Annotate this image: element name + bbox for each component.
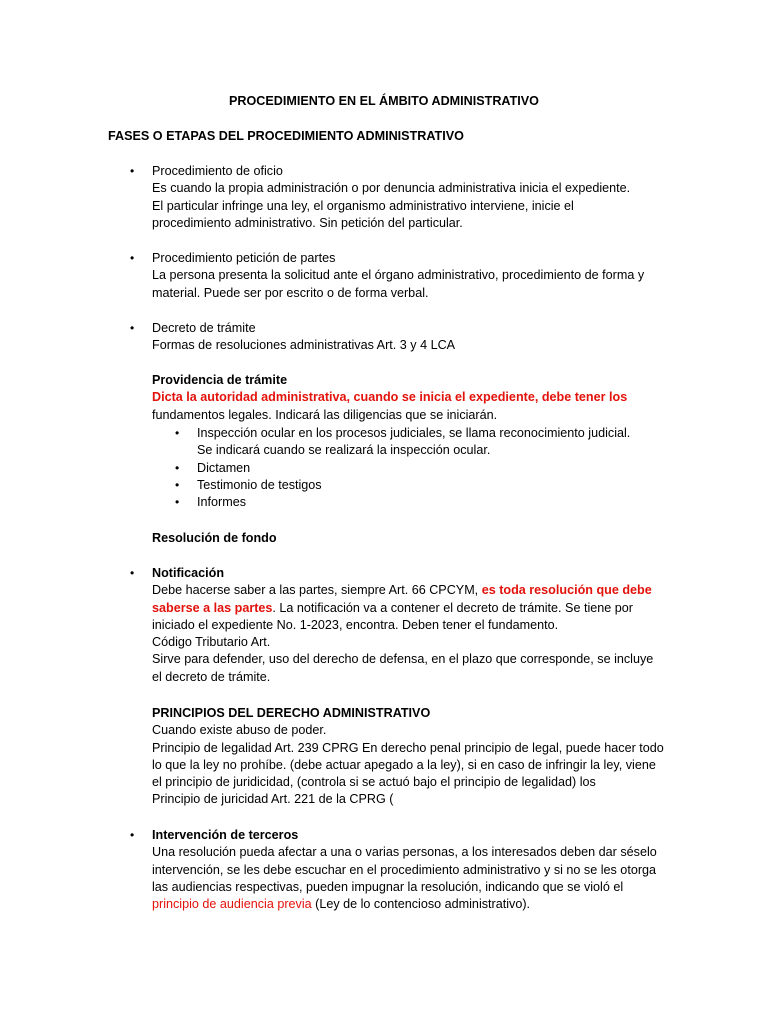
list-item-oficio <box>152 163 630 232</box>
text-line: lo que la ley no prohíbe. (debe actuar apegado a la ley), si en caso de infringir la ley, viene <box>152 757 656 772</box>
bullet-icon: • <box>175 495 180 509</box>
sub-list-item: Informes <box>197 495 246 509</box>
list-item-notificacion <box>152 565 653 686</box>
highlighted-text: es toda resolución que debe <box>481 583 652 598</box>
highlighted-text: saberse a las partes <box>152 600 273 615</box>
principios-section <box>152 705 664 809</box>
item-heading: Resolución de fondo <box>152 531 277 545</box>
text-line: el decreto de trámite. <box>152 669 271 684</box>
bullet-icon: • <box>175 461 180 475</box>
bullet-icon: • <box>130 251 135 265</box>
text-line: el principio de juridicidad, (controla si se actuó bajo el principio de legalidad) los <box>152 775 596 790</box>
text-line <box>152 582 653 599</box>
text-line: intervención, se les debe escuchar en el procedimiento administrativo y si no se les otorga <box>152 862 657 877</box>
text-line: procedimiento administrativo. Sin petición del particular. <box>152 215 463 230</box>
bullet-icon: • <box>130 566 135 580</box>
text-line: Inspección ocular en los procesos judiciales, se llama reconocimiento judicial. <box>197 426 631 440</box>
bullet-icon: • <box>130 321 135 335</box>
sub-list-item: Dictamen <box>197 461 251 475</box>
text-line <box>152 896 657 913</box>
list-item-decreto <box>152 320 455 355</box>
text-line: Principio de legalidad Art. 239 CPRG En derecho penal principio de legal, puede hacer todo <box>152 740 664 755</box>
text-line: La persona presenta la solicitud ante el órgano administrativo, procedimiento de forma y <box>152 268 645 283</box>
highlighted-text: principio de audiencia previa <box>152 897 312 912</box>
highlighted-line: Dicta la autoridad administrativa, cuando se inicia el expediente, debe tener los <box>152 390 628 405</box>
text-run: (Ley de lo contencioso administrativo). <box>311 897 531 912</box>
text-line: Formas de resoluciones administrativas Art. 3 y 4 LCA <box>152 338 456 353</box>
list-item-peticion <box>152 250 644 302</box>
providencia-section <box>152 372 627 424</box>
text-line: Principio de juricidad Art. 221 de la CPRG ( <box>152 792 394 807</box>
item-heading: Intervención de terceros <box>152 828 299 842</box>
text-line: material. Puede ser por escrito o de forma verbal. <box>152 285 429 300</box>
bullet-icon: • <box>130 164 135 178</box>
text-line: Sirve para defender, uso del derecho de defensa, en el plazo que corresponde, se incluye <box>152 652 654 667</box>
sub-list-item: Testimonio de testigos <box>197 478 322 492</box>
text-run: Debe hacerse saber a las partes, siempre Art. 66 CPCYM, <box>152 583 482 598</box>
section-heading: FASES O ETAPAS DEL PROCEDIMIENTO ADMINISTRATIVO <box>108 129 464 143</box>
bullet-icon: • <box>175 426 180 440</box>
text-line: fundamentos legales. Indicará las diligencias que se iniciarán. <box>152 407 498 422</box>
item-heading: Providencia de trámite <box>152 373 288 387</box>
list-item-terceros <box>152 827 657 913</box>
item-heading: Procedimiento de oficio <box>152 164 283 178</box>
item-heading: Procedimiento petición de partes <box>152 251 336 265</box>
text-line: iniciado el expediente No. 1-2023, encontra. Deben tener el fundamento. <box>152 617 559 632</box>
text-line: Cuando existe abuso de poder. <box>152 723 327 738</box>
text-line: Se indicará cuando se realizará la inspección ocular. <box>197 443 491 458</box>
sub-list-item <box>197 425 630 460</box>
text-line: Una resolución pueda afectar a una o varias personas, a los interesados deben dar séselo <box>152 845 657 860</box>
text-line: El particular infringe una ley, el organismo administrativo interviene, inicie el <box>152 198 574 213</box>
text-line: Es cuando la propia administración o por denuncia administrativa inicia el expediente. <box>152 181 631 196</box>
text-line <box>152 600 653 617</box>
page-title: PROCEDIMIENTO EN EL ÁMBITO ADMINISTRATIVO <box>229 94 539 108</box>
bullet-icon: • <box>130 828 135 842</box>
text-line: Código Tributario Art. <box>152 635 271 650</box>
item-heading: PRINCIPIOS DEL DERECHO ADMINISTRATIVO <box>152 706 431 720</box>
text-line: las audiencias respectivas, pueden impugnar la resolución, indicando que se violó el <box>152 879 624 894</box>
text-run: . La notificación va a contener el decreto de trámite. Se tiene por <box>272 600 633 615</box>
item-heading: Decreto de trámite <box>152 321 256 335</box>
bullet-icon: • <box>175 478 180 492</box>
item-heading: Notificación <box>152 566 225 580</box>
